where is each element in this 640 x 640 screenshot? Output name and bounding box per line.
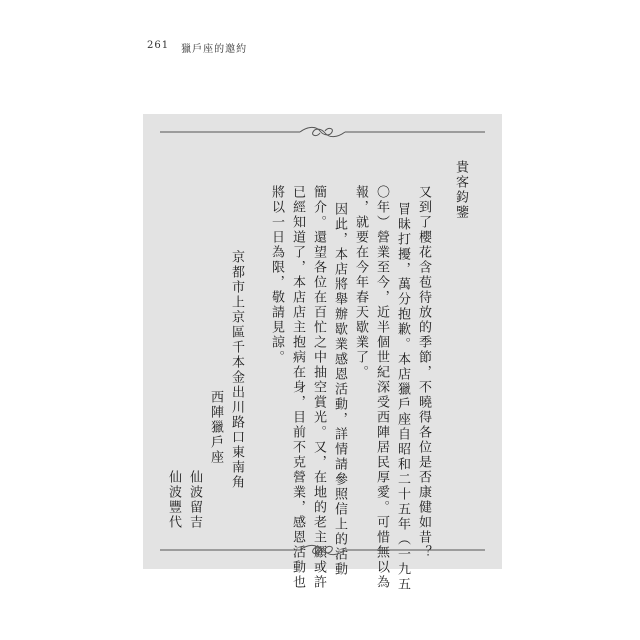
signer-1: 仙波留吉 — [187, 470, 202, 530]
body-line-2: 冒昧打擾，萬分抱歉。本店獵戶座自昭和二十五年（一九五 — [395, 202, 410, 592]
chapter-title: 獵戶座的邀約 — [181, 44, 248, 55]
shop-name: 西陣獵戶座 — [208, 390, 223, 465]
body-line-3: 〇年）營業至今，近半個世紀深受西陣居民厚愛。可惜無以為 — [374, 185, 389, 590]
shop-address: 京都市上京區千本金出川路口東南角 — [229, 250, 244, 490]
top-ornament-divider — [160, 125, 485, 139]
bottom-ornament-divider — [160, 543, 485, 557]
body-line-5: 因此，本店將舉辦歇業感恩活動，詳情請參照信上的活動 — [332, 202, 347, 577]
body-line-8: 將以一日為限，敬請見諒。 — [269, 185, 284, 365]
running-head — [147, 40, 247, 55]
body-line-1: 又到了櫻花含苞待放的季節，不曉得各位是否康健如昔？ — [416, 185, 431, 560]
signer-2: 仙波豐代 — [166, 470, 181, 530]
body-line-7: 已經知道了，本店店主抱病在身，目前不克營業，感恩活動也 — [290, 185, 305, 590]
body-line-4: 報，就要在今年春天歇業了。 — [353, 185, 368, 380]
page-number: 261 — [147, 40, 170, 51]
body-line-6: 簡介。還望各位在百忙之中抽空賞光。又，在地的老主顧或許 — [311, 185, 326, 590]
letter-card — [143, 114, 502, 592]
salutation: 貴客鈞鑒 — [453, 160, 468, 220]
